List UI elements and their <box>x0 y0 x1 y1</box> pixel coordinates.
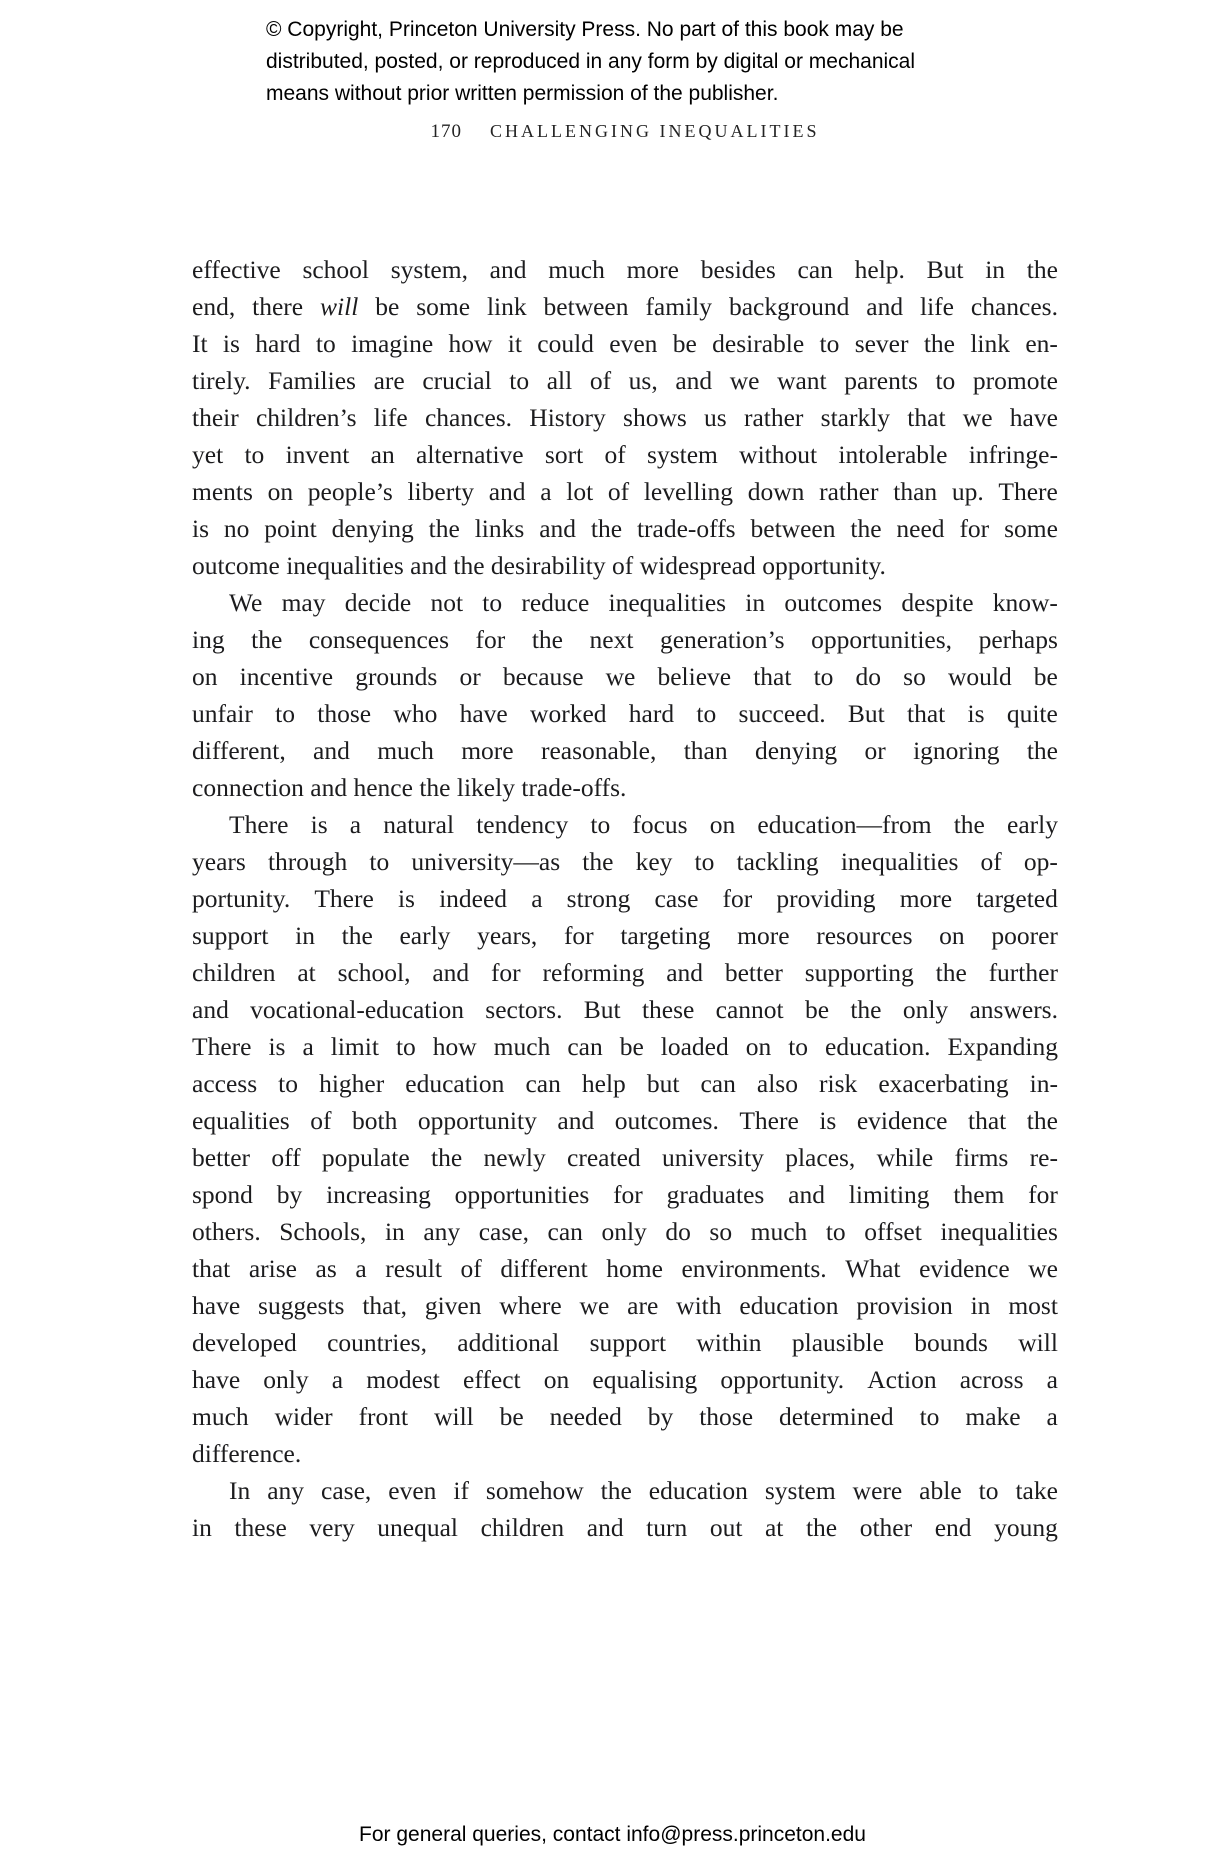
body-line: in these very unequal children and turn out at the other end young <box>192 1513 1058 1542</box>
page-number: 170 <box>430 121 463 142</box>
body-line: different, and much more reasonable, than denying or ignoring the <box>192 736 1058 765</box>
body-line: have suggests that, given where we are with education provision in most <box>192 1291 1058 1320</box>
body-line: difference. <box>192 1439 302 1468</box>
body-line: tirely. Families are crucial to all of us, and we want parents to promote <box>192 366 1058 395</box>
body-line: There is a limit to how much can be loaded on to education. Expanding <box>192 1032 1058 1061</box>
body-line: outcome inequalities and the desirability of widespread opportunity. <box>192 551 886 580</box>
body-line: years through to university—as the key to tackling inequalities of op- <box>192 847 1058 876</box>
body-line: children at school, and for reforming and better supporting the further <box>192 958 1058 987</box>
body-line: ments on people’s liberty and a lot of levelling down rather than up. There <box>192 477 1058 506</box>
copyright-line: distributed, posted, or reproduced in any form by digital or mechanical <box>266 50 916 73</box>
body-line: and vocational-education sectors. But these cannot be the only answers. <box>192 995 1058 1024</box>
body-line: that arise as a result of different home environments. What evidence we <box>192 1254 1058 1283</box>
page-footer <box>0 1823 1225 1847</box>
page-body <box>192 251 1058 1546</box>
body-line: access to higher education can help but can also risk exacerbating in- <box>192 1069 1058 1098</box>
body-line: connection and hence the likely trade-offs. <box>192 773 627 802</box>
running-head <box>192 121 1058 143</box>
body-line: It is hard to imagine how it could even be desirable to sever the link en- <box>192 329 1058 358</box>
body-line: portunity. There is indeed a strong case for providing more targeted <box>192 884 1058 913</box>
body-line: others. Schools, in any case, can only do so much to offset inequalities <box>192 1217 1058 1246</box>
body-line: In any case, even if somehow the education system were able to take <box>229 1476 1058 1505</box>
body-line: their children’s life chances. History shows us rather starkly that we have <box>192 403 1058 432</box>
body-line: developed countries, additional support within plausible bounds will <box>192 1328 1058 1357</box>
copyright-notice <box>266 14 1026 110</box>
chapter-title: CHALLENGING INEQUALITIES <box>490 121 820 141</box>
body-line: effective school system, and much more besides can help. But in the <box>192 255 1058 284</box>
body-line: on incentive grounds or because we believe that to do so would be <box>192 662 1058 691</box>
body-line: spond by increasing opportunities for graduates and limiting them for <box>192 1180 1058 1209</box>
body-line: equalities of both opportunity and outcomes. There is evidence that the <box>192 1106 1058 1135</box>
body-line: is no point denying the links and the trade-offs between the need for some <box>192 514 1058 543</box>
body-line: We may decide not to reduce inequalities in outcomes despite know- <box>229 588 1058 617</box>
body-line: unfair to those who have worked hard to succeed. But that is quite <box>192 699 1058 728</box>
body-line: There is a natural tendency to focus on education—from the early <box>229 810 1058 839</box>
body-line: have only a modest effect on equalising opportunity. Action across a <box>192 1365 1058 1394</box>
body-line: end, there will be some link between family background and life chances. <box>192 292 1058 321</box>
copyright-line: © Copyright, Princeton University Press. No part of this book may be <box>266 18 904 41</box>
body-line: much wider front will be needed by those determined to make a <box>192 1402 1058 1431</box>
body-line: ing the consequences for the next generation’s opportunities, perhaps <box>192 625 1058 654</box>
body-line: better off populate the newly created university places, while firms re- <box>192 1143 1058 1172</box>
footer-text: For general queries, contact info@press.princeton.edu <box>359 1823 866 1846</box>
copyright-line: means without prior written permission of the publisher. <box>266 82 779 105</box>
body-line: yet to invent an alternative sort of system without intolerable infringe- <box>192 440 1058 469</box>
body-line: support in the early years, for targeting more resources on poorer <box>192 921 1058 950</box>
